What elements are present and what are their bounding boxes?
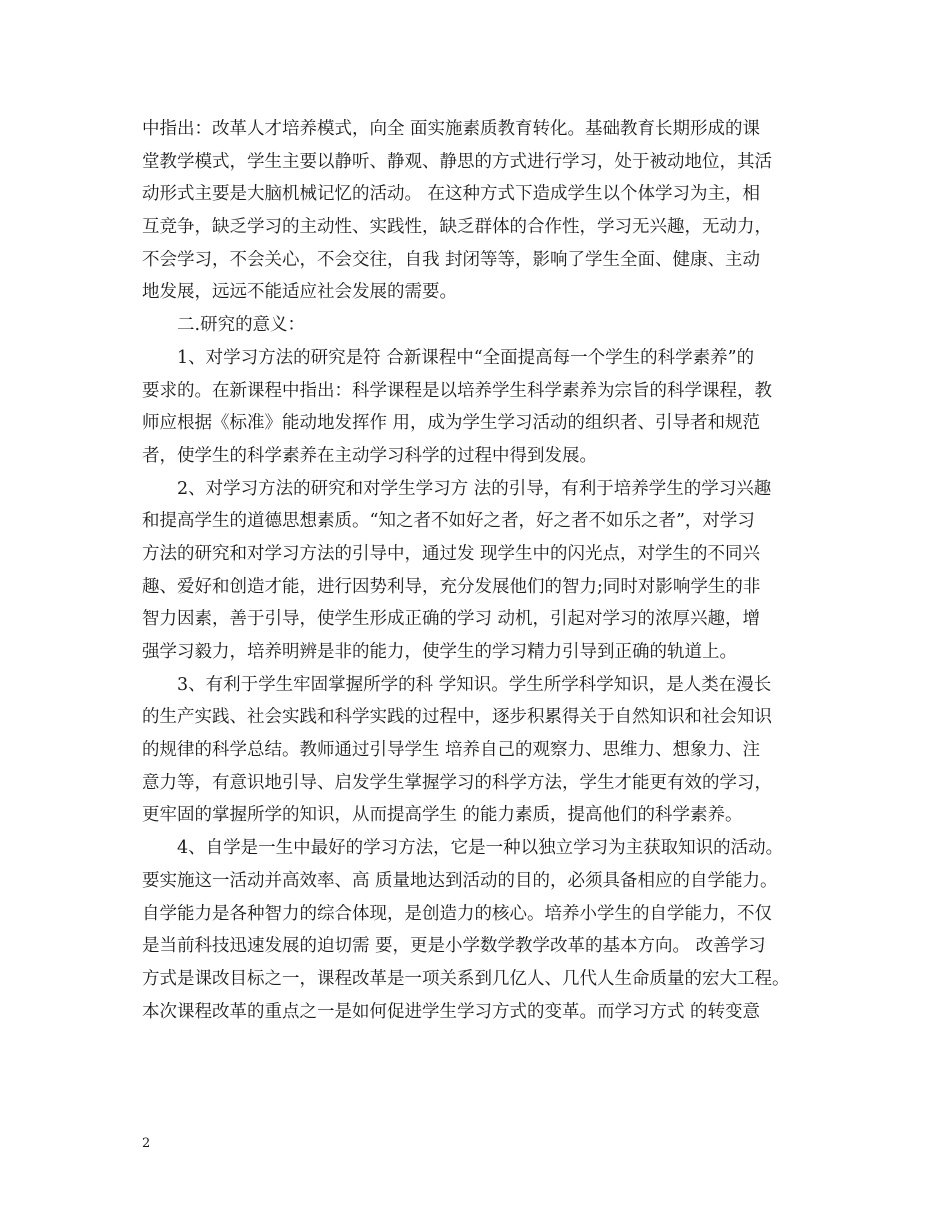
text-line: 意力等，有意识地引导、启发学生掌握学习的科学方法，学生才能更有效的学习， bbox=[142, 772, 772, 793]
text-line: 自学能力是各种智力的综合体现，是创造力的核心。培养小学生的自学能力，不仅 bbox=[142, 903, 772, 924]
text-line: 趣、爱好和创造才能，进行因势利导，充分发展他们的智力;同时对影响学生的非 bbox=[142, 576, 761, 597]
text-line: 3、有利于学生牢固掌握所学的科 学知识。学生所学科学知识，是人类在漫长 bbox=[177, 674, 772, 695]
text-line: 2、对学习方法的研究和对学生学习方 法的引导，有利于培养学生的学习兴趣 bbox=[177, 478, 772, 499]
text-line: 师应根据《标准》能动地发挥作 用，成为学生学习活动的组织者、引导者和规范 bbox=[142, 413, 761, 434]
text-line: 中指出：改革人才培养模式，向全 面实施素质教育转化。基础教育长期形成的课 bbox=[142, 119, 761, 139]
text-line: 1、对学习方法的研究是符 合新课程中“全面提高每一个学生的科学素养”的 bbox=[177, 347, 755, 368]
text-line: 要实施这一活动并高效率、高 质量地达到活动的目的，必须具备相应的自学能力。 bbox=[142, 870, 778, 891]
text-line: 更牢固的掌握所学的知识，从而提高学生 的能力素质，提高他们的科学素养。 bbox=[142, 805, 743, 826]
page-number: 2 bbox=[142, 1136, 151, 1151]
text-line: 堂教学模式，学生主要以静听、静观、静思的方式进行学习，处于被动地位，其活 bbox=[142, 151, 772, 172]
text-line: 地发展，远远不能适应社会发展的需要。 bbox=[142, 282, 457, 303]
text-line: 的生产实践、社会实践和科学实践的过程中，逐步积累得关于自然知识和社会知识 bbox=[142, 707, 772, 728]
body-text bbox=[142, 113, 810, 1028]
text-line: 者，使学生的科学素养在主动学习科学的过程中得到发展。 bbox=[142, 445, 597, 466]
text-line: 动形式主要是大脑机械记忆的活动。 在这种方式下造成学生以个体学习为主，相 bbox=[142, 184, 761, 205]
text-line: 要求的。在新课程中指出：科学课程是以培养学生科学素养为宗旨的科学课程，教 bbox=[142, 380, 772, 401]
text-line: 方法的研究和对学习方法的引导中，通过发 现学生中的闪光点，对学生的不同兴 bbox=[142, 543, 761, 564]
text-line: 二.研究的意义： bbox=[177, 315, 306, 336]
text-line: 的规律的科学总结。教师通过引导学生 培养自己的观察力、思维力、想象力、注 bbox=[142, 740, 761, 761]
text-line: 智力因素，善于引导，使学生形成正确的学习 动机，引起对学习的浓厚兴趣，增 bbox=[142, 609, 761, 630]
text-line: 和提高学生的道德思想素质。“知之者不如好之者，好之者不如乐之者”，对学习 bbox=[142, 511, 755, 532]
text-line: 方式是课改目标之一，课程改革是一项关系到几亿人、几代人生命质量的宏大工程。 bbox=[142, 968, 790, 989]
text-line: 不会学习，不会关心，不会交往，自我 封闭等等，影响了学生全面、健康、主动 bbox=[142, 249, 761, 270]
text-line: 本次课程改革的重点之一是如何促进学生学习方式的变革。而学习方式 的转变意 bbox=[142, 1001, 761, 1022]
text-line: 4、自学是一生中最好的学习方法，它是一种以独立学习为主获取知识的活动。 bbox=[177, 838, 784, 859]
text-line: 是当前科技迅速发展的迫切需 要，更是小学数学教学改革的基本方向。 改善学习 bbox=[142, 936, 766, 957]
text-line: 强学习毅力，培养明辨是非的能力，使学生的学习精力引导到正确的轨道上。 bbox=[142, 642, 737, 662]
text-line: 互竞争，缺乏学习的主动性、实践性，缺乏群体的合作性，学习无兴趣，无动力， bbox=[142, 217, 772, 238]
